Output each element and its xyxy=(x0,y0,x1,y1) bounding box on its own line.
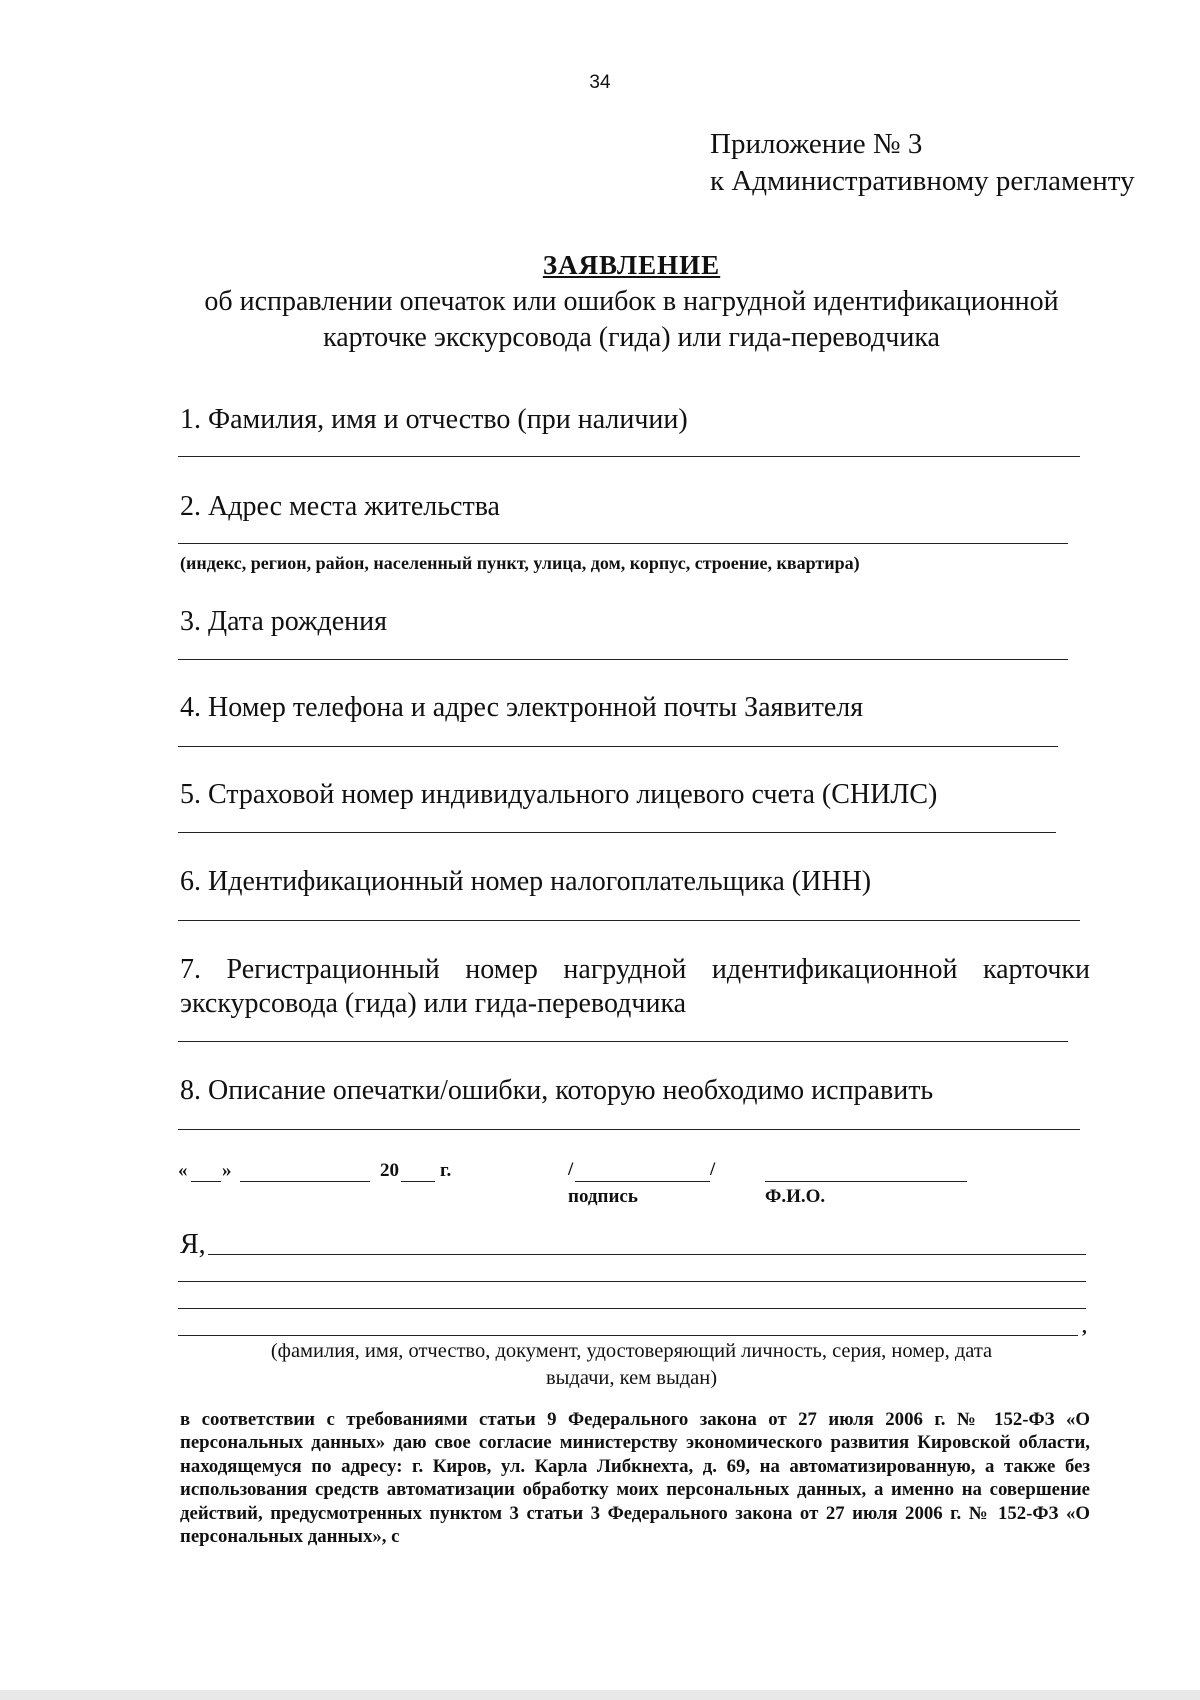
field-6-input-line[interactable] xyxy=(178,920,1080,921)
consent-comma: , xyxy=(1082,1317,1087,1338)
field-7-input-line[interactable] xyxy=(178,1041,1068,1042)
field-5-label: 5. Страховой номер индивидуального лицевого счета (СНИЛС) xyxy=(180,779,938,810)
consent-caption-line-2: выдачи, кем выдан) xyxy=(545,1367,718,1389)
appendix-number: Приложение № 3 xyxy=(710,128,923,160)
subtitle-line-2: карточке экскурсовода (гида) или гида-переводчика xyxy=(323,322,940,353)
page-number: 34 xyxy=(589,72,611,93)
field-2-label: 2. Адрес места жительства xyxy=(180,491,500,522)
signature-slash-right: / xyxy=(710,1159,716,1180)
date-year-line[interactable] xyxy=(401,1181,435,1182)
field-6-label: 6. Идентификационный номер налогоплательщика (ИНН) xyxy=(180,866,872,897)
field-7-label-line-1: 7. Регистрационный номер нагрудной идентификационной карточки xyxy=(180,954,1090,985)
signature-slash-left: / xyxy=(568,1159,574,1180)
field-2-hint: (индекс, регион, район, населенный пункт, улица, дом, корпус, строение, квартира) xyxy=(180,553,860,573)
scan-edge xyxy=(0,1690,1200,1700)
signature-caption: подпись xyxy=(568,1186,638,1207)
field-8-input-line[interactable] xyxy=(178,1129,1080,1130)
document-subtitle xyxy=(160,284,1103,356)
field-1-label: 1. Фамилия, имя и отчество (при наличии) xyxy=(180,404,688,435)
date-day-line[interactable] xyxy=(191,1181,221,1182)
field-3-input-line[interactable] xyxy=(178,659,1068,660)
field-1-input-line[interactable] xyxy=(178,456,1080,457)
field-8-label: 8. Описание опечатки/ошибки, которую необходимо исправить xyxy=(180,1075,934,1106)
fio-line[interactable] xyxy=(765,1181,967,1182)
field-4-input-line[interactable] xyxy=(178,746,1058,747)
field-3-label: 3. Дата рождения xyxy=(180,606,387,637)
consent-line-2[interactable] xyxy=(178,1281,1086,1282)
consent-text: в соответствии с требованиями статьи 9 Федерального закона от 27 июля 2006 г. № 152-ФЗ «О персональных данных» даю свое согласие министерству экономического развития Кировской области, находящемуся по адресу: г. Киров, ул. Карла Либкнехта, д. 69, на автоматизированную, а также без использования средств автоматизации обработку моих персональных данных, а именно на совершение действий, предусмотренных пунктом 3 статьи 3 Федерального закона от 27 июля 2006 г. № 152-ФЗ «О персональных данных», с xyxy=(180,1409,1090,1548)
document-title: ЗАЯВЛЕНИЕ xyxy=(542,250,721,280)
fio-caption: Ф.И.О. xyxy=(765,1186,826,1207)
date-quote-open: « xyxy=(178,1160,188,1181)
appendix-reference: к Административному регламенту xyxy=(710,165,1135,197)
consent-caption-line-1: (фамилия, имя, отчество, документ, удостоверяющий личность, серия, номер, дата xyxy=(270,1340,993,1362)
subtitle-line-1: об исправлении опечаток или ошибок в нагрудной идентификационной xyxy=(204,286,1059,317)
field-2-input-line[interactable] xyxy=(178,543,1068,544)
consent-line-1[interactable] xyxy=(208,1254,1086,1255)
field-4-label: 4. Номер телефона и адрес электронной почты Заявителя xyxy=(180,692,864,723)
date-month-line[interactable] xyxy=(240,1181,370,1182)
field-5-input-line[interactable] xyxy=(178,832,1056,833)
consent-ya: Я, xyxy=(180,1229,206,1260)
signature-line[interactable] xyxy=(575,1181,710,1182)
consent-caption xyxy=(160,1338,1103,1392)
consent-line-3[interactable] xyxy=(178,1308,1086,1309)
consent-line-4[interactable] xyxy=(178,1335,1078,1336)
date-year-suffix: г. xyxy=(440,1160,452,1181)
appendix-block xyxy=(710,126,1135,200)
date-century: 20 xyxy=(380,1160,399,1181)
date-quote-close: » xyxy=(222,1160,232,1181)
field-7-label-line-2: экскурсовода (гида) или гида-переводчика xyxy=(180,988,687,1019)
